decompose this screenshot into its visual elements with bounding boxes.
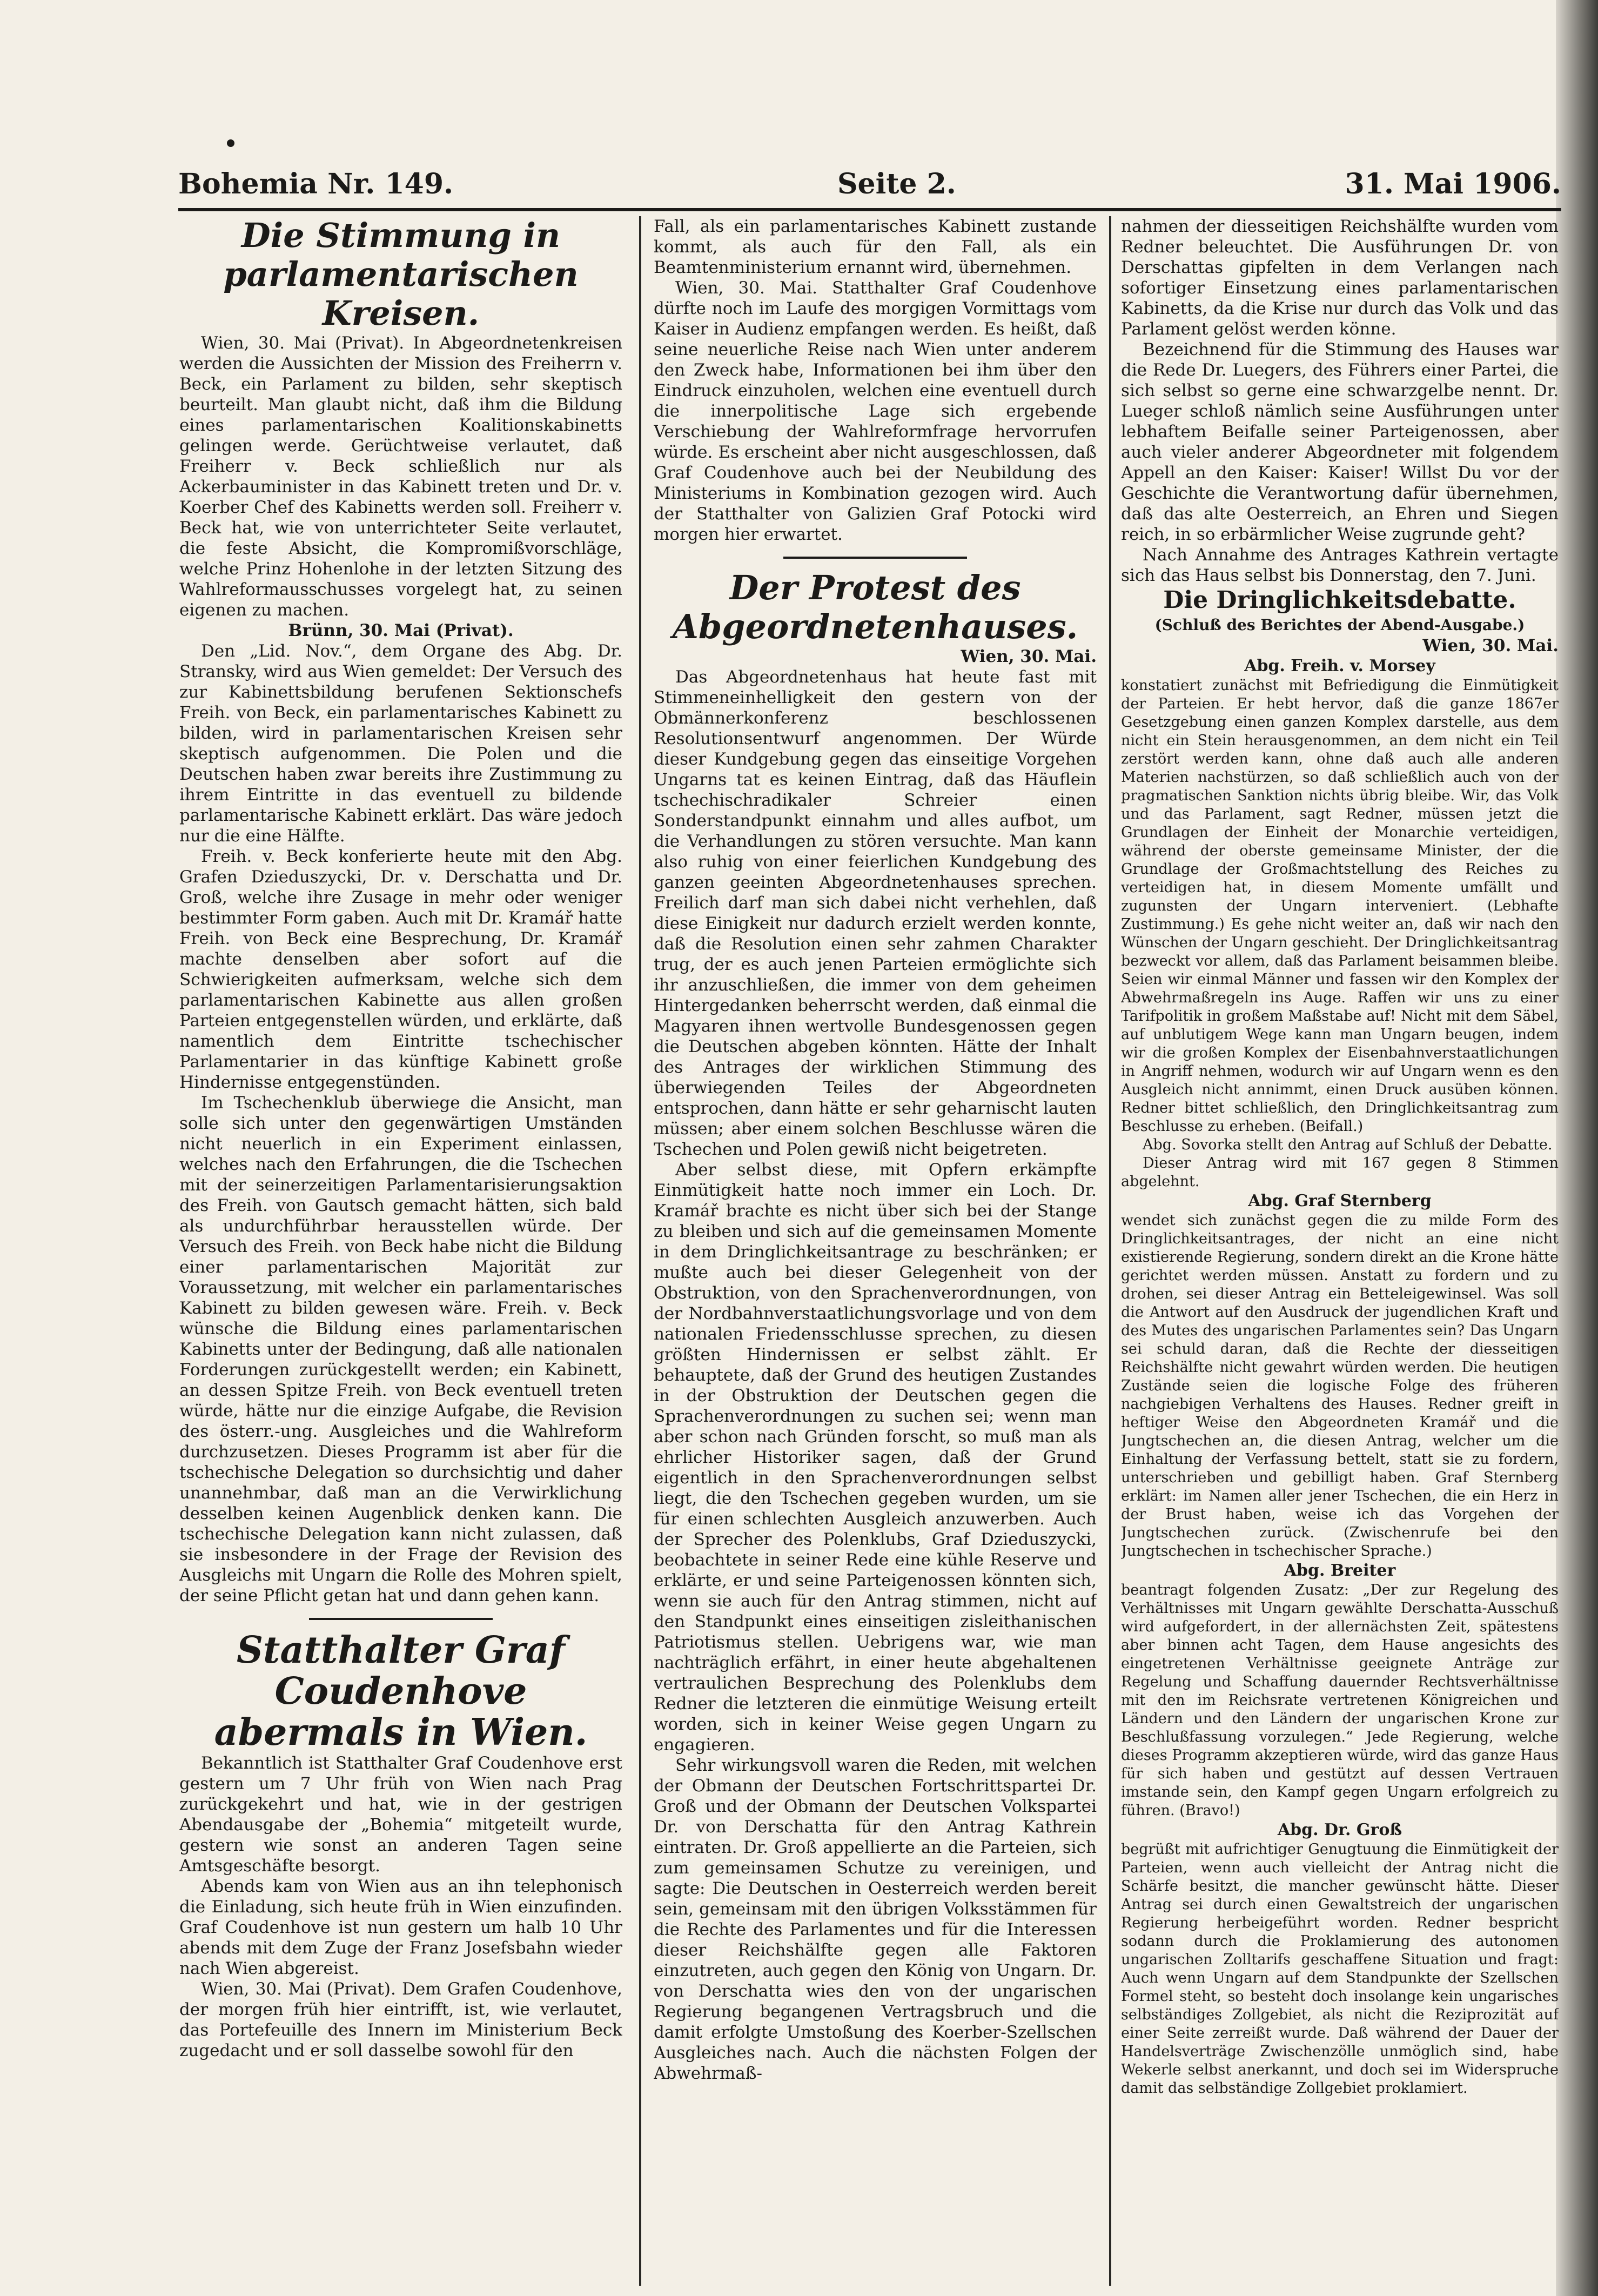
article-paragraph: Den „Lid. Nov.“, dem Organe des Abg. Dr. Stransky, wird aus Wien gemeldet: Der Versuch des zur Kabinettsbildung berufenen Sektionschefs Freih. von Beck, ein parlamentarisches Kabinett zu bilden, wird in parlamentarischen Kreisen sehr skeptisch aufgenommen. Die Polen und die Deutschen haben zwar bereits ihre Zustimmung zu ihrem Eintritte in das eventuell zu bildende parlamentarische Kabinett erklärt. Das wäre jedoch nur die eine Hälfte. — [179, 641, 622, 846]
article-separator — [309, 1618, 493, 1620]
speaker-heading: Abg. Freih. v. Morsey — [1244, 657, 1435, 675]
dateline-wien: Wien, 30. Mai. — [1422, 636, 1559, 655]
article-subnote: (Schluß des Berichtes der Abend-Ausgabe.) — [1154, 616, 1525, 634]
header-page-number: Seite 2. — [837, 168, 956, 200]
speaker-heading: Abg. Breiter — [1284, 1561, 1396, 1580]
article-paragraph: Bekanntlich ist Statthalter Graf Coudenhove erst gestern um 7 Uhr früh von Wien nach Prag zurückgekehrt und hat, wie in der gestrigen Abendausgabe der „Bohemia“ mitgeteilt wurde, gestern wie sonst an anderen Tagen seine Amtsgeschäfte besorgt. — [179, 1753, 622, 1876]
article-paragraph: Aber selbst diese, mit Opfern erkämpfte Einmütigkeit hatte noch immer ein Loch. Dr. Kramář brachte es nicht über sich bei der Stange zu bleiben und sich auf die gemeinsamen Momente in dem Dringlichkeitsantrage zu beschränken; er mußte auch bei dieser Gelegenheit von der Obstruktion, von den Sprachenverordnungen, von der Nordbahnverstaatlichungsvorlage und von dem nationalen Friedensschlusse sprechen, zu diesen größten Hindernissen er selbst zählt. Er behauptete, daß der Grund des heutigen Zustandes in der Obstruktion der Deutschen gegen die Sprachenverordnungen zu suchen sei; wenn man aber schon nach Gründen forscht, so muß man als ehrlicher Historiker sagen, daß der Grund eigentlich in den Sprachenverordnungen selbst liegt, die den Tschechen gegeben wurden, um sie für einen schlechten Ausgleich anzuwerben. Auch der Sprecher des Polenklubs, Graf Dzieduszycki, beobachtete in seiner Rede eine kühle Reserve und erklärte, er und seine Parteigenossen könnten sich, wenn sie auch für den Antrag stimmen, nicht auf den Standpunkt eines einseitigen zisleithanischen Patriotismus stellen. Uebrigens war, wie man nachträglich erfährt, in einer heute abgehaltenen vertraulichen Besprechung des Polenklubs dem Redner die letzteren die einmütige Weisung erteilt worden, sich in keiner Weise gegen Ungarn zu engagieren. — [654, 1160, 1097, 1755]
article-separator — [783, 557, 967, 559]
article-headline-stimmung: Die Stimmung in parlamentarischen Kreisen. — [223, 216, 579, 333]
column-2 — [654, 216, 1097, 2286]
article-paragraph: Wien, 30. Mai (Privat). In Abgeordnetenkreisen werden die Aussichten der Mission des Freiherrn v. Beck, ein Parlament zu bilden, sehr skeptisch beurteilt. Man glaubt nicht, daß ihm die Bildung eines parlamentarischen Koalitionskabinetts gelingen werde. Gerüchtweise verlautet, daß Freiherr v. Beck schließlich nur als Ackerbauminister in das Kabinett treten und Dr. v. Koerber Chef des Kabinetts werden soll. Freiherr v. Beck hat, wie von unterrichteter Seite verlautet, die feste Absicht, die Kompromißvorschläge, welche Prinz Hohenlohe in der letzten Sitzung des Wahlreformausschusses vorgelegt hat, zu seinen eigenen zu machen. — [179, 333, 622, 620]
column-1 — [179, 216, 622, 2286]
article-paragraph: nahmen der diesseitigen Reichshälfte wurden vom Redner beleuchtet. Die Ausführungen Dr. von Derschattas gipfelten in dem Verlangen nach sofortiger Einsetzung eines parlamentarischen Kabinetts, da die Krise nur durch das Volk und das Parlament gelöst werden könne. — [1121, 217, 1559, 339]
dateline-wien: Wien, 30. Mai. — [961, 647, 1097, 666]
article-paragraph: Sehr wirkungsvoll waren die Reden, mit welchen der Obmann der Deutschen Fortschrittspartei Dr. Groß und der Obmann der Deutschen Volkspartei Dr. von Derschatta für den Antrag Kathrein eintraten. Dr. Groß appellierte an die Parteien, sich zum gemeinsamen Schutze zu vereinigen, und sagte: Die Deutschen in Oesterreich werden bereit sein, gemeinsam mit den übrigen Volksstämmen für die Rechte des Parlamentes und für die Interessen dieser Reichshälfte gegen alle Faktoren einzutreten, auch gegen den König von Ungarn. Dr. von Derschatta wies den von der ungarischen Regierung begangenen Vertragsbruch und die damit erfolgte Umstoßung des Koerber-Szellschen Ausgleiches nach. Auch die nächsten Folgen der Abwehrmaß- — [654, 1756, 1097, 2083]
speaker-heading: Abg. Graf Sternberg — [1248, 1191, 1432, 1210]
article-paragraph: begrüßt mit aufrichtiger Genugtuung die Einmütigkeit der Parteien, wenn auch vielleicht der Antrag nicht die Schärfe besitzt, die mancher gewünscht hätte. Dieser Antrag sei durch einen Gewaltstreich der ungarischen Regierung herbeigeführt worden. Redner bespricht sodann durch die Proklamierung des autonomen ungarischen Zolltarifs geschaffene Situation und fragt: Auch wenn Ungarn auf dem Standpunkte der Szellschen Formel steht, so besteht doch insolange kein ungarisches selbständiges Zollgebiet, als nicht die Reziprozität auf einer Seite zerreißt wurde. Daß während der Dauer der Handelsverträge Zwischenzölle unmöglich sind, habe Wekerle selbst anerkannt, und doch sei im Widerspruche damit das selbständige Zollgebiet proklamiert. — [1121, 1841, 1559, 2097]
column-rule-2 — [1109, 216, 1111, 2286]
article-paragraph: Fall, als ein parlamentarisches Kabinett zustande kommt, als auch für den Fall, als ein Beamtenministerium ernannt wird, übernehmen. — [654, 217, 1097, 277]
column-rule-1 — [639, 216, 641, 2286]
article-paragraph: Abends kam von Wien aus an ihn telephonisch die Einladung, sich heute früh in Wien einzufinden. Graf Coudenhove ist nun gestern um halb 10 Uhr abends mit dem Zuge der Franz Josefsbahn wieder nach Wien abgereist. — [179, 1877, 622, 1978]
column-3 — [1121, 216, 1559, 2286]
article-paragraph: konstatiert zunächst mit Befriedigung die Einmütigkeit der Parteien. Er hebt hervor, daß die ganze 1867er Gesetzgebung einen ganzen Komplex darstelle, aus dem nicht ein Stein herausgenommen, an dem nicht ein Teil zerstört werden kann, ohne daß auch alle anderen Materien nachstürzen, so daß schließlich auch von der pragmatischen Sanktion nichts übrig bleibe. Wir, das Volk und das Parlament, sagt Redner, müssen jetzt die Grundlagen der Einheit der Monarchie verteidigen, während der oberste gemeinsame Minister, der die Grundlage der Großmachtstellung des Reiches zu verteidigen hat, in diesem Momente umfällt und zugunsten der Ungarn interveniert. (Lebhafte Zustimmung.) Es gehe nicht weiter an, daß wir nach den Wünschen der Ungarn geschieht. Der Dringlichkeitsantrag bezweckt vor allem, daß das Parlament beisammen bleibe. Seien wir einmal Männer und fassen wir den Komplex der Abwehrmaßregeln ins Auge. Raffen wir uns zu einer Tarifpolitik in großem Maßstabe auf! Nicht mit dem Säbel, auf unblutigem Wege kann man Ungarn beugen, indem wir die großen Komplex der Eisenbahnverstaatlichungen in Angriff nehmen, wodurch wir auf Ungarn wenn es den Ausgleich nicht annimmt, einen Druck ausüben können. Redner bittet schließlich, den Dringlichkeitsantrag zum Beschlusse zu erheben. (Beifall.) — [1121, 677, 1559, 1135]
article-paragraph: Wien, 30. Mai (Privat). Dem Grafen Coudenhove, der morgen früh hier eintrifft, ist, wie verlautet, das Portefeuille des Innern im Ministerium Beck zugedacht und er soll dasselbe sowohl für den — [179, 1979, 622, 2060]
article-paragraph: beantragt folgenden Zusatz: „Der zur Regelung des Verhältnisses mit Ungarn gewählte Derschatta-Ausschuß wird aufgefordert, in der allernächsten Zeit, spätestens aber binnen acht Tagen, dem Hause angesichts des eingetretenen Verhältnisse geeignete Anträge zur Regelung und Schaffung dauernder Rechtsverhältnisse mit den im Reichsrate vertretenen Königreichen und Ländern und den Ländern der ungarischen Krone zur Beschlußfassung vorzulegen.“ Jede Regierung, welche dieses Programm akzeptieren würde, wird das ganze Haus für sich haben und gestützt auf dessen Vertrauen imstande sein, den Kampf gegen Ungarn erfolgreich zu führen. (Bravo!) — [1121, 1582, 1559, 1819]
dateline-bruenn: Brünn, 30. Mai (Privat). — [288, 621, 514, 640]
article-paragraph: Nach Annahme des Antrages Kathrein vertagte sich das Haus selbst bis Donnerstag, den 7. Juni. — [1121, 545, 1559, 585]
article-paragraph: Das Abgeordnetenhaus hat heute fast mit Stimmeneinhelligkeit den gestern von der Obmännerkonferenz beschlossenen Resolutionsentwurf angenommen. Der Würde dieser Kundgebung gegen das einseitige Vorgehen Ungarns tat es keinen Eintrag, daß das Häuflein tschechischradikaler Schreier einen Sonderstandpunkt einnahm und alles aufbot, um die Verhandlungen zu stören versuchte. Man kann also ruhig von einer feierlichen Kundgebung des ganzen geeinten Abgeordnetenhauses sprechen. Freilich darf man sich dabei nicht verhehlen, daß diese Einigkeit nur dadurch erzielt werden konnte, daß die Resolution einen sehr zahmen Charakter trug, der es auch jenen Parteien ermöglichte sich ihr anzuschließen, die immer von dem geheimen Hintergedanken beherrscht werden, daß einmal die Magyaren ihnen wertvolle Bundesgenossen gegen die Deutschen abgeben könnten. Hätte der Inhalt des Antrages der wirklichen Stimmung des überwiegenden Teiles der Abgeordneten entsprochen, dann hätte er sehr geharnischt lauten müssen; aber einem solchen Beschlusse wären die Tschechen und Polen gewiß nicht beigetreten. — [654, 667, 1097, 1159]
article-paragraph: wendet sich zunächst gegen die zu milde Form des Dringlichkeitsantrages, der nicht an eine nicht existierende Regierung, sondern direkt an die Krone hätte gerichtet werden müssen. Anstatt zu fordern und zu drohen, sei dieser Antrag ein Betteleigewinsel. Was soll die Antwort auf den Ausdruck der jugendlichen Kraft und des Mutes des ungarischen Parlamentes sein? Das Ungarn sei schuld daran, daß die Rechte der diesseitigen Reichshälfte nicht gewahrt würden werden. Die heutigen Zustände seien die logische Folge des früheren nachgiebigen Verhaltens des Hauses. Redner greift in heftiger Weise den Abgeordneten Kramář und die Jungtschechen an, die diesen Antrag, welcher um die Einhaltung der Verfassung bettelt, statt sie zu fordern, unterschrieben und gebilligt haben. Graf Sternberg erklärt: im Namen aller jener Tschechen, die ein Herz in der Brust haben, weise ich das Vorgehen der Jungtschechen zurück. (Zwischenrufe bei den Jungtschechen in tschechischer Sprache.) — [1121, 1212, 1559, 1559]
article-paragraph: Freih. v. Beck konferierte heute mit den Abg. Grafen Dzieduszycki, Dr. v. Derschatta und Dr. Groß, welche ihre Zusage in mehr oder weniger bestimmter Form gaben. Auch mit Dr. Kramář hatte Freih. von Beck eine Besprechung, Dr. Kramář machte denselben aber sofort auf die Schwierigkeiten aufmerksam, welche sich dem parlamentarischen Kabinette aus allen großen Parteien entgegenstellen würden, und erklärte, daß namentlich dem Eintritte tschechischer Parlamentarier in das künftige Kabinett große Hindernisse entgegenstünden. — [179, 847, 622, 1092]
article-paragraph: Im Tschechenklub überwiege die Ansicht, man solle sich unter den gegenwärtigen Umständen nicht neuerlich in ein Experiment einlassen, welches nach den Erfahrungen, die die Tschechen mit der seinerzeitigen Parlamentarisierungsaktion des Freih. von Gautsch gemacht hätten, sich bald als undurchführbar herausstellen würde. Der Versuch des Freih. von Beck habe nicht die Bildung einer parlamentarischen Majorität zur Voraussetzung, mit welcher ein parlamentarisches Kabinett zu bilden gewesen wäre. Freih. v. Beck wünsche die Bildung eines parlamentarischen Kabinetts unter der Bedingung, daß alle nationalen Forderungen zurückgestellt werden; ein Kabinett, an dessen Spitze Freih. von Beck eventuell treten würde, hätte nur die einzige Aufgabe, die Revision des österr.-ung. Ausgleiches und die Wahlreform durchzusetzen. Dieses Programm ist aber für die tschechische Delegation so durchsichtig und daher unannehmbar, daß man an die Verwirklichung desselben keinen Augenblick denken kann. Die tschechische Delegation kann nicht zulassen, daß sie insbesondere in der Frage der Revision des Ausgleichs mit Ungarn die Rolle des Mohren spielt, der seine Pflicht getan hat und dann gehen kann. — [179, 1093, 622, 1605]
page-edge-shadow — [1556, 0, 1598, 2296]
article-headline-dringlichkeit: Die Dringlichkeitsdebatte. — [1163, 586, 1516, 614]
article-headline-coudenhove: Statthalter Graf Coudenhove abermals in Wien. — [214, 1629, 588, 1754]
article-paragraph: Wien, 30. Mai. Statthalter Graf Coudenhove dürfte noch im Laufe des morgigen Vormittags vom Kaiser in Audienz empfangen werden. Es heißt, daß seine neuerliche Reise nach Wien unter anderem den Zweck habe, Informationen bei ihm über den Eindruck einzuholen, welchen eine eventuell durch die innerpolitische Lage sich ergebende Verschiebung der Wahlreformfrage hervorrufen würde. Es erscheint aber nicht ausgeschlossen, daß Graf Coudenhove auch bei der Neubildung des Ministeriums in Kombination gezogen wird. Auch der Statthalter von Galizien Graf Potocki wird morgen hier erwartet. — [654, 278, 1097, 544]
speaker-heading: Abg. Dr. Groß — [1277, 1820, 1402, 1839]
page-header — [178, 168, 1561, 211]
article-paragraph: Dieser Antrag wird mit 167 gegen 8 Stimmen abgelehnt. — [1121, 1155, 1559, 1190]
article-paragraph: Abg. Sovorka stellt den Antrag auf Schluß der Debatte. — [1143, 1136, 1553, 1153]
header-rule — [178, 208, 1561, 211]
article-paragraph: Bezeichnend für die Stimmung des Hauses war die Rede Dr. Luegers, des Führers einer Partei, die sich selbst so gerne eine schwarzgelbe nennt. Dr. Lueger schloß nämlich seine Ausführungen unter lebhaftem Beifalle seiner Parteigenossen, aber auch vieler anderer Abgeordneter mit folgendem Appell an den Kaiser: Kaiser! Willst Du vor der Geschichte die Verantwortung dafür übernehmen, daß das alte Oesterreich, an Ehren und Siegen reich, in so erbärmlicher Weise zugrunde geht? — [1121, 340, 1559, 544]
ink-dot — [227, 139, 234, 147]
header-publication: Bohemia Nr. 149. — [178, 168, 454, 200]
header-date: 31. Mai 1906. — [1345, 168, 1561, 200]
article-headline-protest: Der Protest des Abgeordnetenhauses. — [672, 568, 1078, 646]
